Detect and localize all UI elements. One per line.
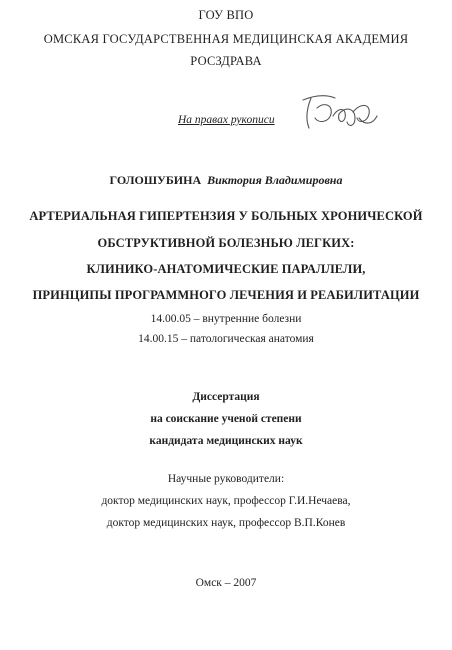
supervisor-2: доктор медицинских наук, профессор В.П.Конев: [106, 517, 346, 529]
ministry-name: РОСЗДРАВА: [190, 54, 262, 68]
dissertation-degree: кандидата медицинских наук: [149, 435, 303, 447]
handwritten-signature: [293, 88, 381, 136]
supervisor-1: доктор медицинских наук, профессор Г.И.Нечаева,: [101, 495, 351, 507]
author-name: [0, 174, 452, 186]
title-line-4: ПРИНЦИПЫ ПРОГРАММНОГО ЛЕЧЕНИЯ И РЕАБИЛИТАЦИИ: [32, 288, 420, 302]
manuscript-rights-note: На правах рукописи: [178, 114, 275, 126]
place-and-year: Омск – 2007: [195, 577, 257, 589]
title-line-2: ОБСТРУКТИВНОЙ БОЛЕЗНЬЮ ЛЕГКИХ:: [97, 236, 355, 250]
supervisors-heading: Научные руководители:: [167, 473, 285, 485]
title-line-1: АРТЕРИАЛЬНАЯ ГИПЕРТЕНЗИЯ У БОЛЬНЫХ ХРОНИЧЕСКОЙ: [29, 209, 423, 223]
specialty-2: 14.00.15 – патологическая анатомия: [138, 333, 314, 345]
author-last-name: ГОЛОШУБИНА: [109, 173, 202, 187]
author-first-names: Виктория Владимировна: [207, 173, 343, 187]
title-line-3: КЛИНИКО-АНАТОМИЧЕСКИЕ ПАРАЛЛЕЛИ,: [86, 262, 366, 276]
institution-abbreviation: ГОУ ВПО: [198, 8, 254, 22]
dissertation-type: Диссертация: [192, 391, 260, 403]
specialty-1: 14.00.05 – внутренние болезни: [150, 313, 302, 325]
dissertation-purpose: на соискание ученой степени: [150, 413, 302, 425]
academy-name: ОМСКАЯ ГОСУДАРСТВЕННАЯ МЕДИЦИНСКАЯ АКАДЕМИЯ: [43, 32, 409, 46]
